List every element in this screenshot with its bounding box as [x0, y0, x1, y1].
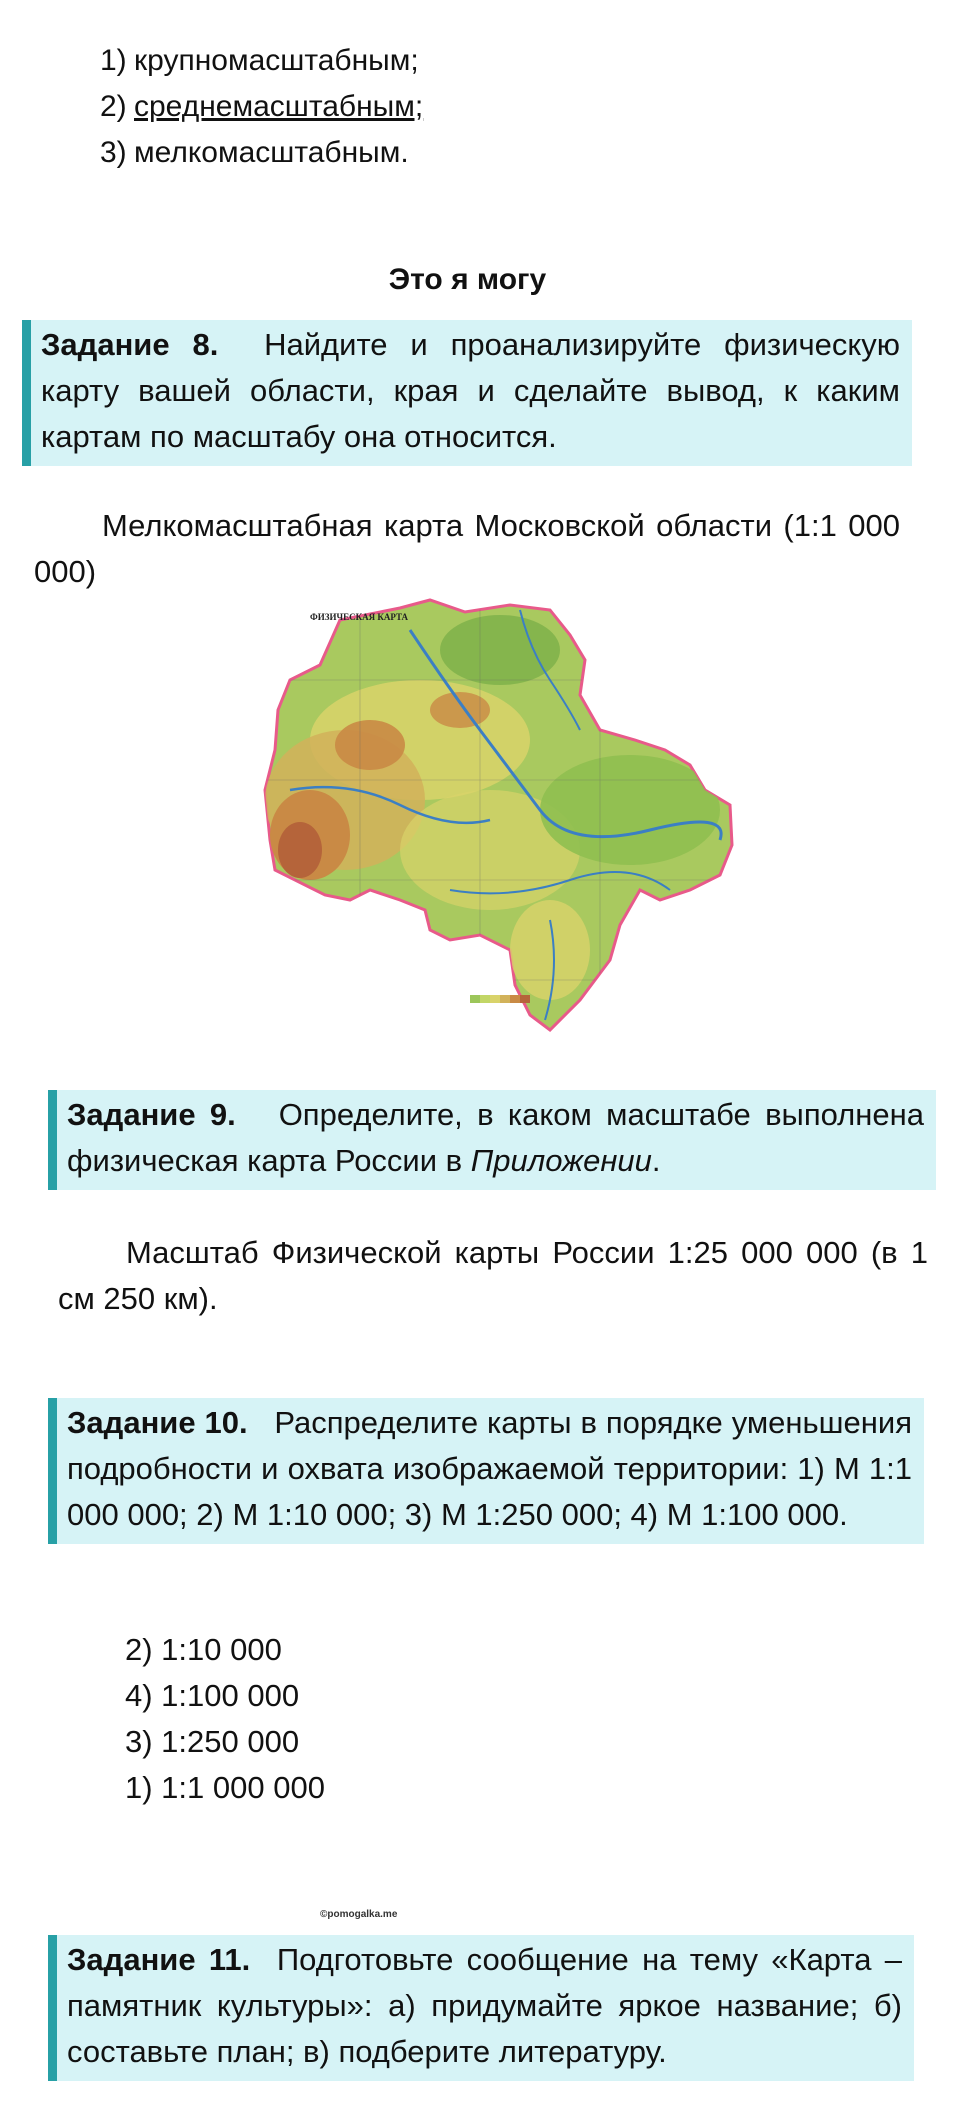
task-8-text: Найдите и проанализируйте физическую карту вашей области, края и сделайте вывод, к каким картам по масштабу она относится. [41, 327, 901, 454]
answer-9: Масштаб Физической карты России 1:25 000 000 (в 1 см 250 км). [58, 1235, 928, 1316]
task-9-italic: Приложении [470, 1143, 652, 1178]
map-title: ФИЗИЧЕСКАЯ КАРТА [310, 612, 409, 622]
task-9-text: Определите, в каком масштабе выполнена физическая карта России в [67, 1097, 924, 1178]
list-item: 1) 1:1 000 000 [125, 1770, 325, 1805]
task-11-text: Подготовьте сообщение на тему «Карта – памятник культуры»: а) придумайте яркое название; б) составьте план; в) подберите литературу. [67, 1942, 902, 2069]
task-8-label: Задание 8. [41, 327, 219, 362]
option-2: 2) среднемасштабным; [100, 84, 423, 130]
map-legend [470, 995, 530, 1003]
moscow-region-map [250, 590, 750, 1060]
list-item: 2) 1:10 000 [125, 1632, 282, 1667]
task-11-label: Задание 11. [67, 1942, 251, 1977]
task-8-box [22, 320, 912, 466]
answer-10-list [125, 1627, 325, 1811]
task-10-label: Задание 10. [67, 1405, 248, 1440]
option-3-text: мелкомасштабным. [134, 136, 409, 169]
list-item: 3) 1:250 000 [125, 1724, 300, 1759]
list-item: 4) 1:100 000 [125, 1678, 300, 1713]
map-image [250, 590, 750, 1060]
answer-8: Мелкомасштабная карта Московской области (1:1 000 000) [34, 508, 900, 589]
option-2-text: среднемасштабным; [134, 90, 424, 123]
task-10-text: Распределите карты в порядке уменьшения подробности и охвата изображаемой территории: 1) М 1:1 000 000; 2) М 1:10 000; 3) М 1:250 000; 4) М 1:100 000. [67, 1405, 912, 1532]
task-11-box [48, 1935, 914, 2081]
watermark: ©pomogalka.me [320, 1909, 398, 1920]
task-9-box: Задание 9. Определите, в каком масштабе выполнена физическая карта России в Приложении. [48, 1090, 936, 1190]
section-heading: Это я могу [388, 263, 547, 296]
option-3: 3) мелкомасштабным. [100, 130, 409, 176]
task-10-box [48, 1398, 924, 1544]
option-1: 1) крупномасштабным; [100, 38, 419, 84]
option-1-text: крупномасштабным; [134, 44, 419, 77]
task-9-label: Задание 9. [67, 1097, 236, 1132]
